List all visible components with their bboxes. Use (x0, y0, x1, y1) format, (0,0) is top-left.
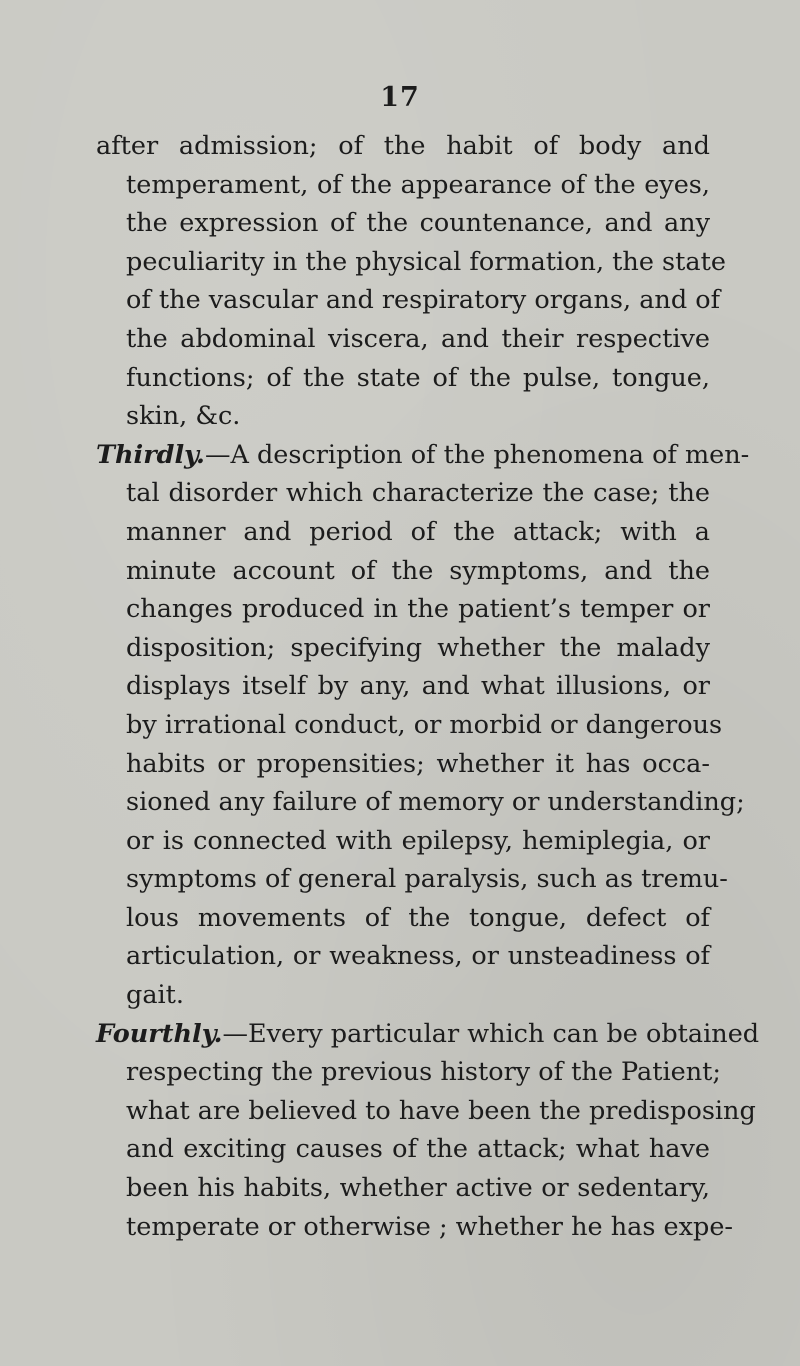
paragraph-thirdly (96, 436, 750, 1015)
text-line: or is connected with epilepsy, hemiplegia, or (126, 825, 710, 856)
body-text (96, 127, 760, 1246)
text-line: minute account of the symptoms, and the (126, 555, 710, 586)
text-line: sioned any failure of memory or understanding; (126, 787, 745, 818)
text-line: habits or propensities; whether it has occa- (126, 748, 710, 779)
text-line: gait. (126, 980, 185, 1011)
text-line: functions; of the state of the pulse, tongue, (126, 362, 710, 393)
section-lead-thirdly: Thirdly. (96, 439, 205, 470)
line-text: —Every particular which can be obtained (222, 1018, 760, 1049)
text-line: skin, &c. (126, 401, 241, 432)
text-line: articulation, or weakness, or unsteadiness of (126, 941, 710, 972)
text-line: lous movements of the tongue, defect of (126, 902, 710, 933)
text-line: temperament, of the appearance of the eyes, (126, 169, 710, 200)
text-line: been his habits, whether active or sedentary, (126, 1173, 710, 1204)
page-number: 17 (380, 82, 420, 113)
paragraph-continuation (96, 127, 726, 436)
section-lead-fourthly: Fourthly. (96, 1018, 223, 1049)
text-line: tal disorder which characterize the case; the (126, 478, 710, 509)
line-text: —A description of the phenomena of men- (204, 439, 750, 470)
text-line: displays itself by any, and what illusions, or (126, 671, 710, 702)
text-line: of the vascular and respiratory organs, and of (126, 285, 721, 316)
text-line: the expression of the countenance, and any (126, 208, 710, 239)
text-line: after admission; of the habit of body and (96, 131, 710, 161)
text-line: respecting the previous history of the Patient; (126, 1057, 722, 1088)
paragraph-fourthly (96, 1015, 760, 1247)
text-line: by irrational conduct, or morbid or dangerous (126, 709, 723, 740)
text-line: the abdominal viscera, and their respective (126, 323, 710, 354)
text-line: temperate or otherwise ; whether he has expe- (126, 1211, 734, 1242)
text-line: and exciting causes of the attack; what have (126, 1134, 710, 1165)
text-line: symptoms of general paralysis, such as tremu- (126, 864, 728, 895)
text-line: changes produced in the patient’s temper or (126, 594, 710, 625)
text-line (96, 1015, 760, 1054)
text-line (96, 436, 750, 475)
text-line: peculiarity in the physical formation, the state (126, 246, 726, 277)
text-line: manner and period of the attack; with a (126, 516, 710, 547)
text-line: what are believed to have been the predisposing (126, 1095, 756, 1126)
text-line: disposition; specifying whether the malady (126, 632, 710, 663)
